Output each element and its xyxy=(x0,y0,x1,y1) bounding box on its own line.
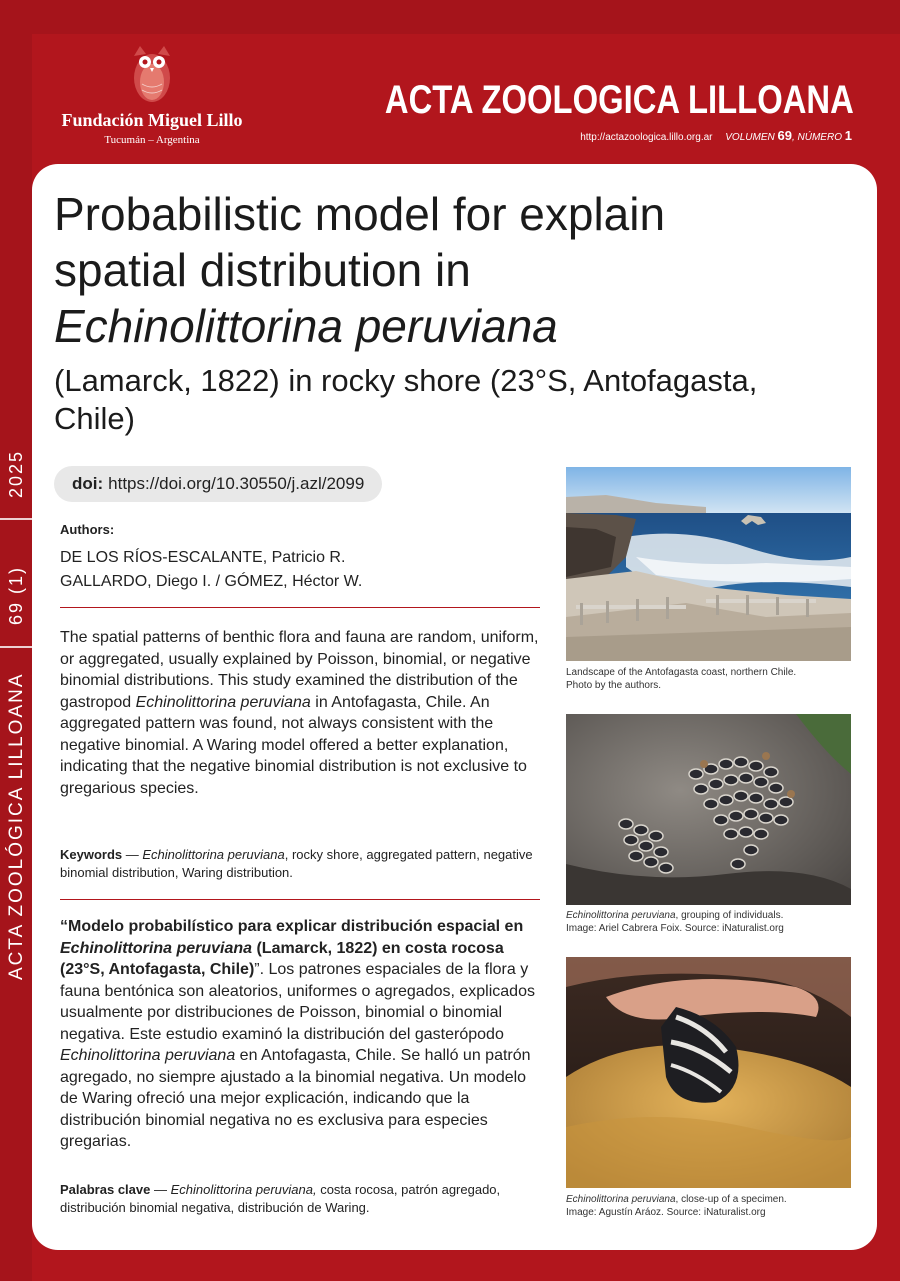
species-name: Echinolittorina peruviana xyxy=(566,1194,676,1205)
section-divider xyxy=(60,607,540,608)
photo-coast xyxy=(566,467,851,661)
doi-label: doi: xyxy=(72,474,104,493)
caption-coast xyxy=(566,666,851,692)
side-journal: ACTA ZOOLÓGICA LILLOANA xyxy=(6,672,27,980)
author-line-1: DE LOS RÍOS-ESCALANTE, Patricio R. xyxy=(60,549,346,566)
keywords-label: Keywords xyxy=(60,847,123,862)
journal-meta xyxy=(580,128,852,143)
volume-number: 69 xyxy=(777,128,792,143)
fundacion-logo xyxy=(52,42,252,152)
snail-closeup-image xyxy=(566,957,851,1188)
abstract-english xyxy=(60,627,545,799)
logo-location: Tucumán – Argentina xyxy=(104,134,200,146)
spanish-title-text: “Modelo probabilístico para explicar distribución espacial en xyxy=(60,918,524,935)
species-name: Echinolittorina peruviana, xyxy=(170,1182,317,1197)
caption-credit: Photo by the authors. xyxy=(566,680,662,691)
caption-closeup xyxy=(566,1193,851,1219)
caption-text xyxy=(566,1193,851,1206)
volume-label: VOLUMEN xyxy=(725,132,775,143)
species-name: Echinolittorina peruviana xyxy=(60,1047,236,1064)
species-name: Echinolittorina peruviana xyxy=(135,693,311,711)
issue-number: 1 xyxy=(844,128,852,143)
title-species: Echinolittorina peruviana xyxy=(54,300,558,352)
palabras-text: costa rocosa, patrón agregado, distribución binomial negativa, distribución de Waring. xyxy=(60,1182,501,1215)
journal-url[interactable]: http://actazoologica.lillo.org.ar xyxy=(580,132,713,143)
abstract-spanish xyxy=(60,916,545,1153)
article-title xyxy=(54,186,834,354)
spanish-title-close: ”. xyxy=(254,961,269,978)
abstract-text: en Antofagasta, Chile. Se halló un patrón agregado, no siempre ajustado a la binomial negativa. Un modelo de Waring ofreció una mejor explicación, indicando que la distribución binomial negativa no es exclusiva para especies gregarias. xyxy=(60,1047,531,1150)
species-name: Echinolittorina peruviana xyxy=(60,939,253,957)
abstract-text: Los patrones espaciales de la flora y fauna bentónica son aleatorios, uniformes o agregados, explicados usualmente por distribuciones de Poisson, binomial o binomial negativa. Este estudio examinó la distribución del gasterópodo xyxy=(60,961,535,1043)
logo-name: Fundación Miguel Lillo xyxy=(61,110,243,130)
section-divider xyxy=(60,899,540,900)
palabras-dash: — xyxy=(150,1182,171,1197)
palabras-clave xyxy=(60,1181,545,1217)
photo-grouping xyxy=(566,714,851,905)
species-name: Echinolittorina peruviana xyxy=(142,847,285,862)
doi-pill[interactable] xyxy=(54,466,382,502)
abstract-text: in Antofagasta, Chile. An aggregated pattern was found, not always consistent with the negative binomial. A Waring model offered a better explanation, indicating that the negative binomial distribution is not exclusive to gregarious species. xyxy=(60,693,527,797)
authors-label: Authors: xyxy=(60,522,115,537)
abstract-text: The spatial patterns of benthic flora and fauna are random, uniform, or aggregated, usually explained by Poisson, binomial, or negative binomial distributions. This study examined the distribution of the gastropod xyxy=(60,629,539,711)
species-name: Echinolittorina peruviana xyxy=(566,910,676,921)
caption-grouping xyxy=(566,909,851,935)
title-line-1: Probabilistic model for explain xyxy=(54,188,666,240)
volume-info: VOLUMEN 69, NÚMERO 1 xyxy=(725,128,852,143)
palabras-label: Palabras clave xyxy=(60,1182,151,1197)
side-divider xyxy=(0,518,32,520)
snail-grouping-image xyxy=(566,714,851,905)
caption-text-part: , close-up of a specimen. xyxy=(675,1194,787,1205)
keywords xyxy=(60,846,545,882)
photo-closeup xyxy=(566,957,851,1188)
doi-link[interactable]: https://doi.org/10.30550/j.azl/2099 xyxy=(108,474,365,493)
top-strip xyxy=(0,0,900,34)
spanish-title-text: (Lamarck, 1822) en costa rocosa (23°S, Antofagasta, Chile) xyxy=(60,939,504,978)
side-band xyxy=(0,420,32,1000)
side-volume-issue: 69 (1) xyxy=(6,565,26,625)
caption-text xyxy=(566,909,851,922)
keywords-dash: — xyxy=(122,847,143,862)
keywords-text: , rocky shore, aggregated pattern, negative binomial distribution, Waring distribution. xyxy=(60,847,533,880)
caption-credit: Image: Agustín Aráoz. Source: iNaturalist.org xyxy=(566,1207,766,1218)
article-subtitle: (Lamarck, 1822) in rocky shore (23°S, Antofagasta, Chile) xyxy=(54,363,758,436)
journal-title: ACTA ZOOLOGICA LILLOANA xyxy=(385,78,854,122)
caption-credit: Image: Ariel Cabrera Foix. Source: iNaturalist.org xyxy=(566,923,784,934)
coast-landscape-image xyxy=(566,467,851,661)
authors-list xyxy=(60,546,540,594)
title-line-2: spatial distribution in xyxy=(54,244,471,296)
side-year: 2025 xyxy=(6,449,26,498)
issue-label: NÚMERO xyxy=(797,132,842,143)
side-divider xyxy=(0,646,32,648)
author-line-2: GALLARDO, Diego I. / GÓMEZ, Héctor W. xyxy=(60,573,363,590)
caption-text: Landscape of the Antofagasta coast, northern Chile. xyxy=(566,667,797,678)
caption-text-part: , grouping of individuals. xyxy=(675,910,784,921)
owl-icon xyxy=(130,42,174,104)
